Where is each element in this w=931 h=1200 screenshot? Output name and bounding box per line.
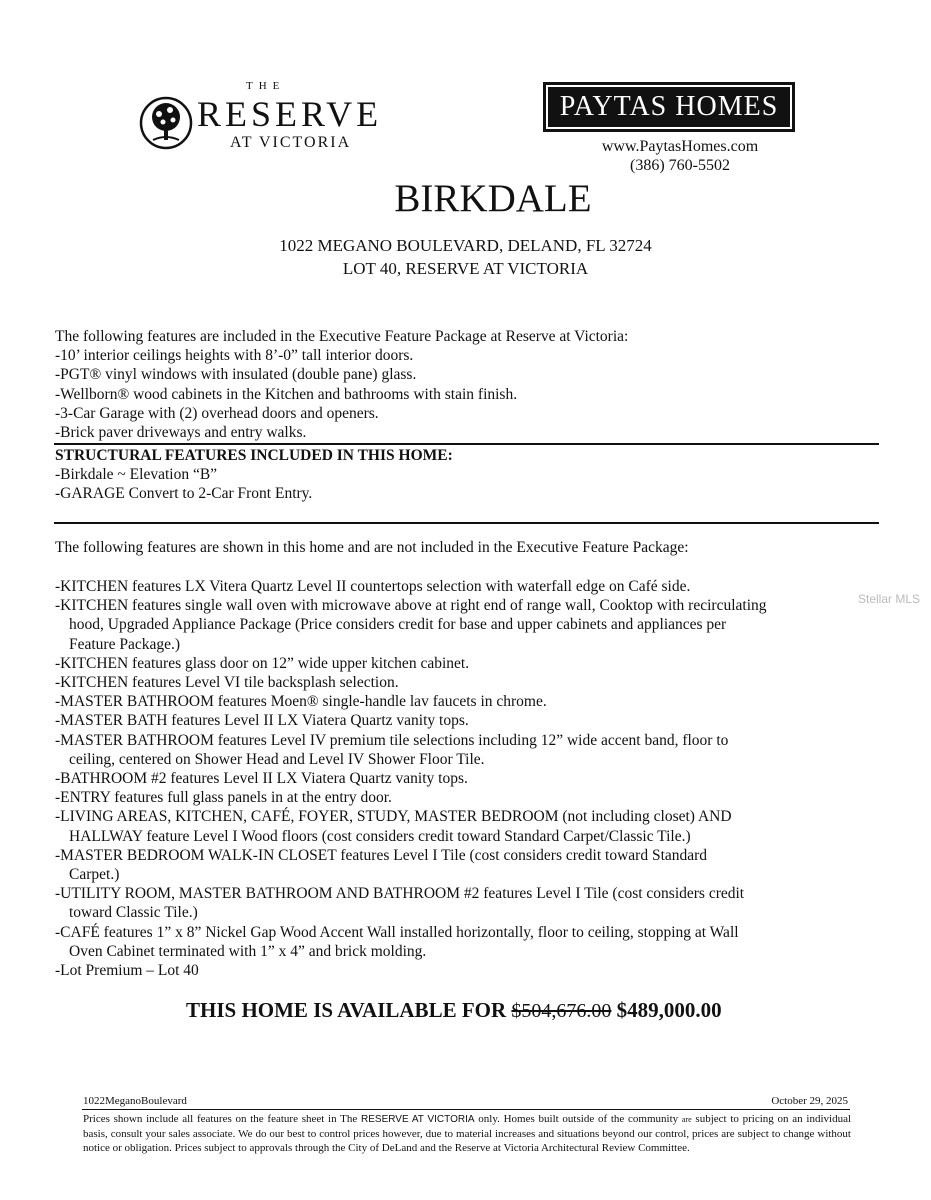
footer-divider: [82, 1109, 850, 1110]
footer-file-name: 1022MeganoBoulevard: [83, 1095, 187, 1107]
shown-feature-line: hood, Upgraded Appliance Package (Price considers credit for base and upper cabinets and appliances per: [69, 616, 727, 634]
shown-feature-line: Carpet.): [69, 866, 120, 884]
price-prefix: THIS HOME IS AVAILABLE FOR: [186, 998, 507, 1022]
price-line: [186, 998, 722, 1023]
disclaimer-are: are: [681, 1115, 692, 1124]
logo-reserve: RESERVE: [197, 94, 383, 134]
structural-item: -Birkdale ~ Elevation “B”: [55, 466, 218, 484]
shown-features-list: [55, 577, 767, 980]
shown-feature-line: -ENTRY features full glass panels in at the entry door.: [55, 789, 392, 807]
tree-logo-icon: [139, 96, 193, 150]
website-link[interactable]: www.PaytasHomes.com: [601, 138, 759, 155]
watermark: Stellar MLS: [858, 592, 921, 606]
shown-feature-line: -UTILITY ROOM, MASTER BATHROOM AND BATHROOM #2 features Level I Tile (cost considers credit: [55, 885, 745, 903]
footer-disclaimer: [83, 1112, 851, 1155]
executive-item: -Wellborn® wood cabinets in the Kitchen and bathrooms with stain finish.: [55, 385, 518, 403]
shown-feature-line: -MASTER BATH features Level II LX Viatera Quartz vanity tops.: [55, 712, 469, 730]
address-line-2: LOT 40, RESERVE AT VICTORIA: [342, 259, 589, 278]
executive-item: -PGT® vinyl windows with insulated (double pane) glass.: [55, 366, 417, 384]
shown-feature-line: -CAFÉ features 1” x 8” Nickel Gap Wood Accent Wall installed horizontally, floor to ceiling, stopping at Wall: [55, 923, 739, 941]
shown-feature-line: -KITCHEN features single wall oven with microwave above at right end of range wall, Cooktop with recirculating: [55, 597, 767, 615]
structural-heading: STRUCTURAL FEATURES INCLUDED IN THIS HOME:: [55, 447, 453, 464]
logo-the: THE: [246, 80, 286, 92]
shown-feature-line: HALLWAY feature Level I Wood floors (cost considers credit toward Standard Carpet/Classic Tile.): [69, 827, 691, 845]
shown-intro: The following features are shown in this home and are not included in the Executive Feature Package:: [55, 539, 689, 556]
shown-feature-line: Feature Package.): [69, 635, 181, 653]
shown-feature-line: -KITCHEN features glass door on 12” wide upper kitchen cabinet.: [55, 654, 470, 672]
disclaimer-part: subject to pricing on an individual basis, consult your sales associate. We do our best to control prices however, due to material increases and situations beyond our control, prices are subject to change without notice or obligation. Prices subject to approvals through the City of DeLand and the Reserve at Victoria Architectural Review Committee.: [83, 1113, 852, 1154]
shown-feature-line: ceiling, centered on Shower Head and Level IV Shower Floor Tile.: [69, 750, 485, 768]
shown-feature-line: Oven Cabinet terminated with 1” x 4” and brick molding.: [69, 942, 427, 960]
logo-at-victoria: AT VICTORIA: [230, 134, 352, 151]
page-title: BIRKDALE: [394, 177, 592, 220]
structural-item: -GARAGE Convert to 2-Car Front Entry.: [55, 485, 313, 503]
shown-feature-line: -KITCHEN features Level VI tile backsplash selection.: [55, 674, 399, 692]
shown-feature-line: -BATHROOM #2 features Level II LX Viatera Quartz vanity tops.: [55, 770, 468, 788]
shown-feature-line: toward Classic Tile.): [69, 904, 198, 922]
phone-number: (386) 760-5502: [630, 157, 730, 174]
disclaimer-part: Prices shown include all features on the feature sheet in The: [83, 1113, 358, 1125]
shown-feature-line: -LIVING AREAS, KITCHEN, CAFÉ, FOYER, STUDY, MASTER BEDROOM (not including closet) AND: [55, 808, 732, 826]
shown-feature-line: -MASTER BATHROOM features Level IV premium tile selections including 12” wide accent band, floor to: [55, 731, 729, 749]
shown-feature-line: -MASTER BATHROOM features Moen® single-handle lav faucets in chrome.: [55, 693, 547, 711]
paytas-logo-text: PAYTAS HOMES: [546, 85, 792, 129]
executive-item: -Brick paver driveways and entry walks.: [55, 424, 307, 442]
footer-date: October 29, 2025: [771, 1095, 848, 1107]
shown-feature-line: -MASTER BEDROOM WALK-IN CLOSET features Level I Tile (cost considers credit toward Standard: [55, 846, 708, 864]
executive-item: -3-Car Garage with (2) overhead doors and openers.: [55, 404, 379, 422]
executive-item: -10’ interior ceilings heights with 8’-0” tall interior doors.: [55, 347, 414, 365]
sale-price: $489,000.00: [616, 998, 722, 1022]
community-name: RESERVE AT VICTORIA: [361, 1114, 475, 1125]
disclaimer-part: only. Homes built outside of the community: [478, 1113, 679, 1125]
original-price: $504,676.00: [511, 1000, 612, 1022]
executive-intro: The following features are included in the Executive Feature Package at Reserve at Victoria:: [55, 328, 629, 345]
address-line-1: 1022 MEGANO BOULEVARD, DELAND, FL 32724: [279, 236, 652, 255]
paytas-homes-logo: [543, 82, 795, 132]
shown-feature-line: -KITCHEN features LX Vitera Quartz Level II countertops selection with waterfall edge on Café side.: [55, 578, 691, 595]
structural-features-section: [55, 446, 453, 504]
divider: [54, 443, 879, 445]
shown-feature-line: -Lot Premium – Lot 40: [55, 962, 199, 980]
divider: [54, 522, 879, 524]
executive-features-section: [55, 327, 628, 442]
